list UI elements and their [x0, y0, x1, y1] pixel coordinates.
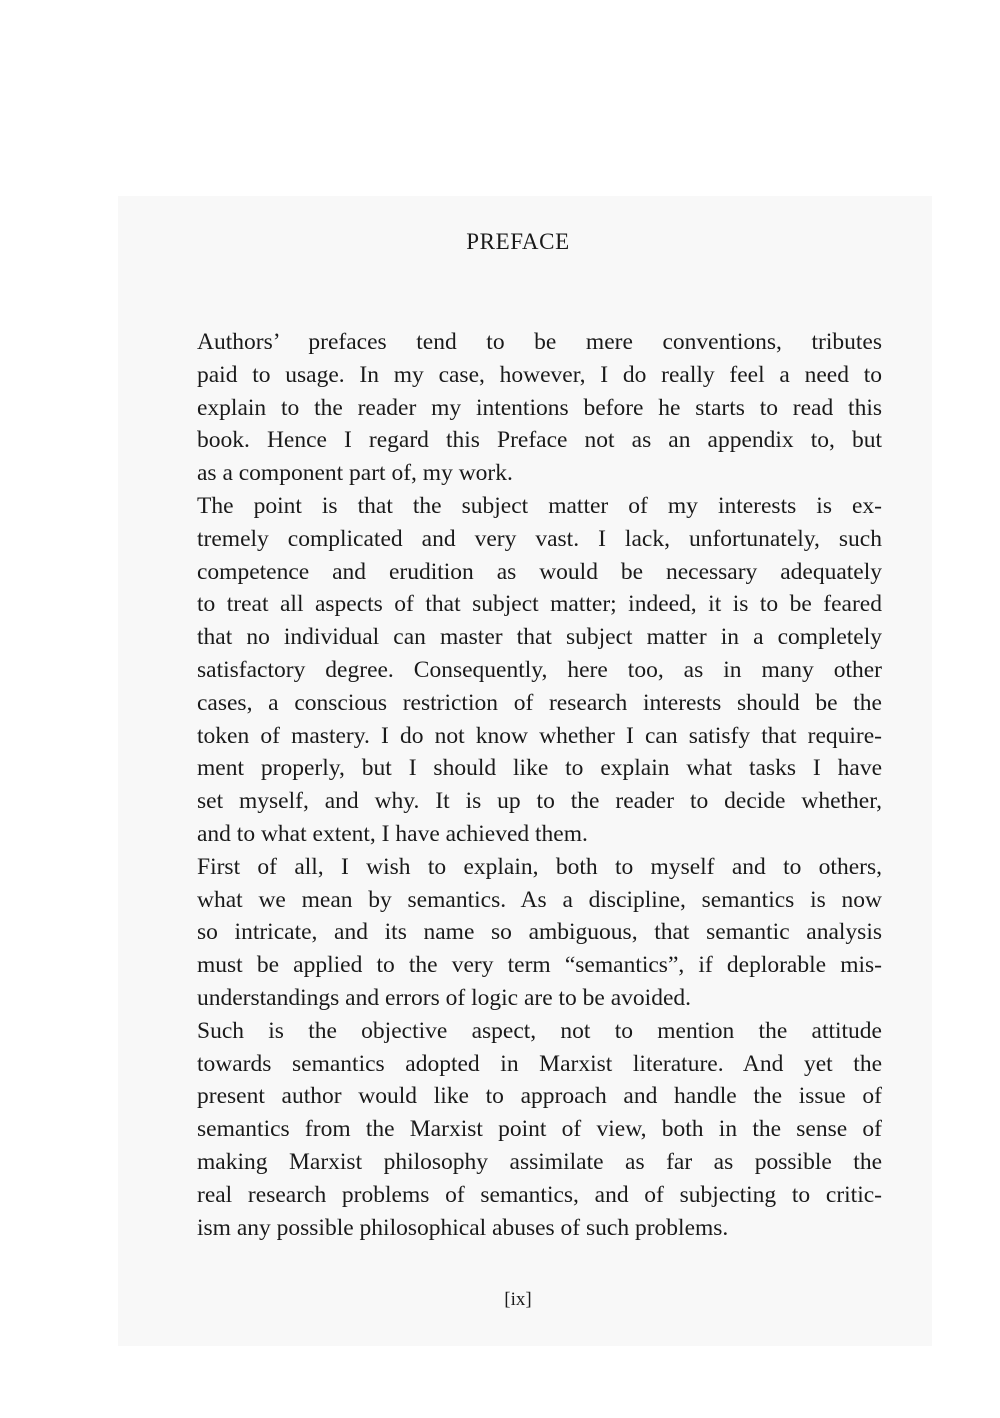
text-line: understandings and errors of logic are to be avoided.: [197, 984, 691, 1011]
text-line: present author would like to approach and handle the issue of: [197, 1083, 882, 1110]
text-line: book. Hence I regard this Preface not as an appendix to, but: [197, 427, 882, 454]
text-line: Such is the objective aspect, not to mention the attitude: [197, 1017, 882, 1044]
page-number: [ix]: [504, 1289, 532, 1310]
text-line: semantics from the Marxist point of view, both in the sense of: [197, 1116, 882, 1143]
paragraph-2: [159, 490, 882, 851]
text-line: ment properly, but I should like to explain what tasks I have: [197, 755, 882, 782]
text-line: explain to the reader my intentions before he starts to read this: [197, 394, 882, 421]
text-line: and to what extent, I have achieved them.: [197, 820, 588, 847]
text-line: making Marxist philosophy assimilate as far as possible the: [197, 1148, 882, 1175]
text-line: The point is that the subject matter of my interests is ex-: [197, 492, 882, 519]
text-line: towards semantics adopted in Marxist literature. And yet the: [197, 1050, 882, 1077]
text-line: that no individual can master that subject matter in a completely: [197, 624, 882, 651]
text-line: token of mastery. I do not know whether I can satisfy that require-: [197, 722, 882, 749]
text-line: Authors’ prefaces tend to be mere conventions, tributes: [197, 329, 882, 355]
preface-body: [159, 326, 882, 1244]
text-line: First of all, I wish to explain, both to myself and to others,: [197, 853, 882, 880]
text-line: tremely complicated and very vast. I lack, unfortunately, such: [197, 525, 882, 552]
paragraph-3: [159, 851, 882, 1015]
text-line: to treat all aspects of that subject matter; indeed, it is to be feared: [197, 591, 882, 618]
text-line: so intricate, and its name so ambiguous, that semantic analysis: [197, 919, 882, 946]
text-line: satisfactory degree. Consequently, here too, as in many other: [197, 656, 882, 683]
text-line: competence and erudition as would be necessary adequately: [197, 558, 882, 585]
text-line: cases, a conscious restriction of research interests should be the: [197, 689, 882, 716]
text-line: real research problems of semantics, and of subjecting to critic-: [197, 1181, 882, 1208]
text-line: as a component part of, my work.: [197, 460, 513, 487]
text-line: what we mean by semantics. As a discipline, semantics is now: [197, 886, 882, 913]
text-line: ism any possible philosophical abuses of such problems.: [197, 1214, 729, 1241]
paragraph-1: [159, 326, 882, 490]
text-line: must be applied to the very term “semantics”, if deplorable mis-: [197, 952, 882, 979]
paragraph-4: [159, 1015, 882, 1245]
text-line: set myself, and why. It is up to the reader to decide whether,: [197, 788, 882, 815]
page-title: PREFACE: [466, 229, 570, 254]
text-line: paid to usage. In my case, however, I do really feel a need to: [197, 361, 882, 388]
